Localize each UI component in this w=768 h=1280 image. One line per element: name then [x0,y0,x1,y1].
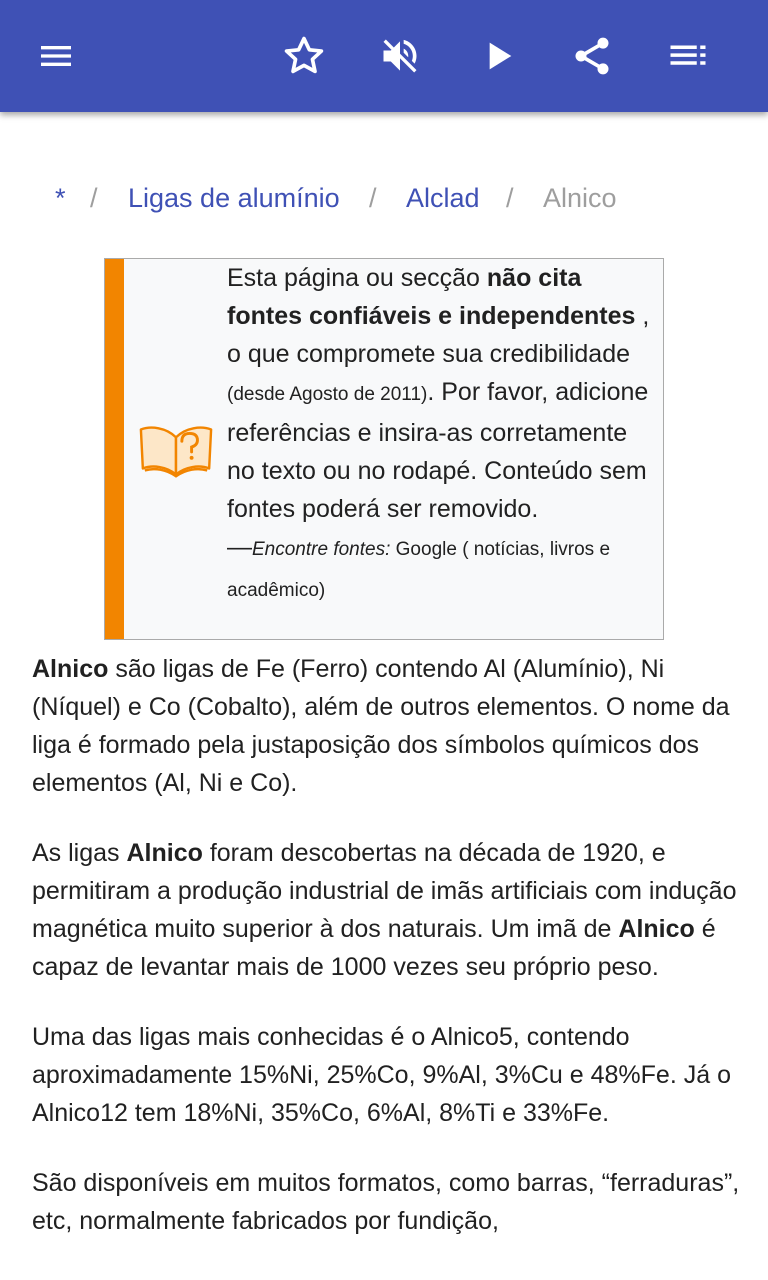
bold-term: Alnico [618,915,695,943]
paragraph-text: As ligas [32,839,127,867]
notice-bold-text: não cita fontes confiáveis e independentes [227,264,636,330]
menu-icon [36,36,76,76]
paragraph-text: são ligas de Fe (Ferro) contendo Al (Alumínio), Ni (Níquel) e Co (Cobalto), além de outros elementos. O nome da liga é formado pela justaposição dos símbolos químicos dos elementos (Al, Ni e Co). [32,655,730,797]
mute-button[interactable] [372,28,428,84]
breadcrumb-separator: / [90,183,98,213]
breadcrumb-link-alclad[interactable]: Alclad [406,183,480,213]
breadcrumb-separator: / [369,183,377,213]
find-sources-label: Encontre fontes: [252,539,391,560]
menu-button[interactable] [28,28,84,84]
breadcrumb-current: Alnico [543,183,617,213]
notice-date: (desde Agosto de 2011) [227,384,428,405]
play-button[interactable] [470,28,526,84]
notice-find-sources [227,533,611,601]
bookmark-button[interactable] [276,28,332,84]
play-icon [478,36,518,76]
breadcrumb-separator: / [506,183,514,213]
star-outline-icon [282,34,326,78]
article-body [32,650,742,1272]
notice-text-part: . Por favor, adicione referências e insira-as corretamente no texto ou no rodapé. Conteúdo sem fontes poderá ser removido. [227,378,649,523]
share-button[interactable] [564,28,620,84]
paragraph: São disponíveis em muitos formatos, como barras, “ferraduras”, etc, normalmente fabricados por fundição, [32,1169,740,1235]
paragraph-text: foram descobertas na década de 1920, e permitiram a produção industrial de imãs artificiais com indução magnética muito superior à dos naturais. Um imã de [32,839,737,943]
app-toolbar [0,0,768,112]
breadcrumb [0,176,768,224]
bold-term: Alnico [126,839,203,867]
playlist-icon [667,35,709,77]
notice-text-part: Esta página ou secção [227,264,487,292]
breadcrumb-link-ligas[interactable]: Ligas de alumínio [128,183,340,213]
notice-text [227,259,655,610]
share-icon [570,34,614,78]
notice-text-part: , o que compromete sua credibilidade [227,302,650,368]
unsourced-notice [104,258,664,640]
find-sources-links[interactable]: Google ( notícias, livros e acadêmico) [227,539,611,601]
contents-button[interactable] [660,28,716,84]
volume-off-icon [378,34,422,78]
paragraph [32,834,742,986]
paragraph: Uma das ligas mais conhecidas é o Alnico5, contendo aproximadamente 15%Ni, 25%Co, 9%Al, 3%Cu e 48%Fe. Já o Alnico12 tem 18%Ni, 35%Co, 6%Al, 8%Ti e 33%Fe. [32,1023,731,1127]
book-question-icon [137,417,215,481]
bold-term: Alnico [32,655,109,683]
paragraph-text: é capaz de levantar mais de 1000 vezes seu próprio peso. [32,915,716,981]
breadcrumb-root-link[interactable]: * [55,183,66,213]
notice-accent-bar [105,259,124,639]
notice-dash: — [227,533,252,561]
paragraph [32,650,742,802]
